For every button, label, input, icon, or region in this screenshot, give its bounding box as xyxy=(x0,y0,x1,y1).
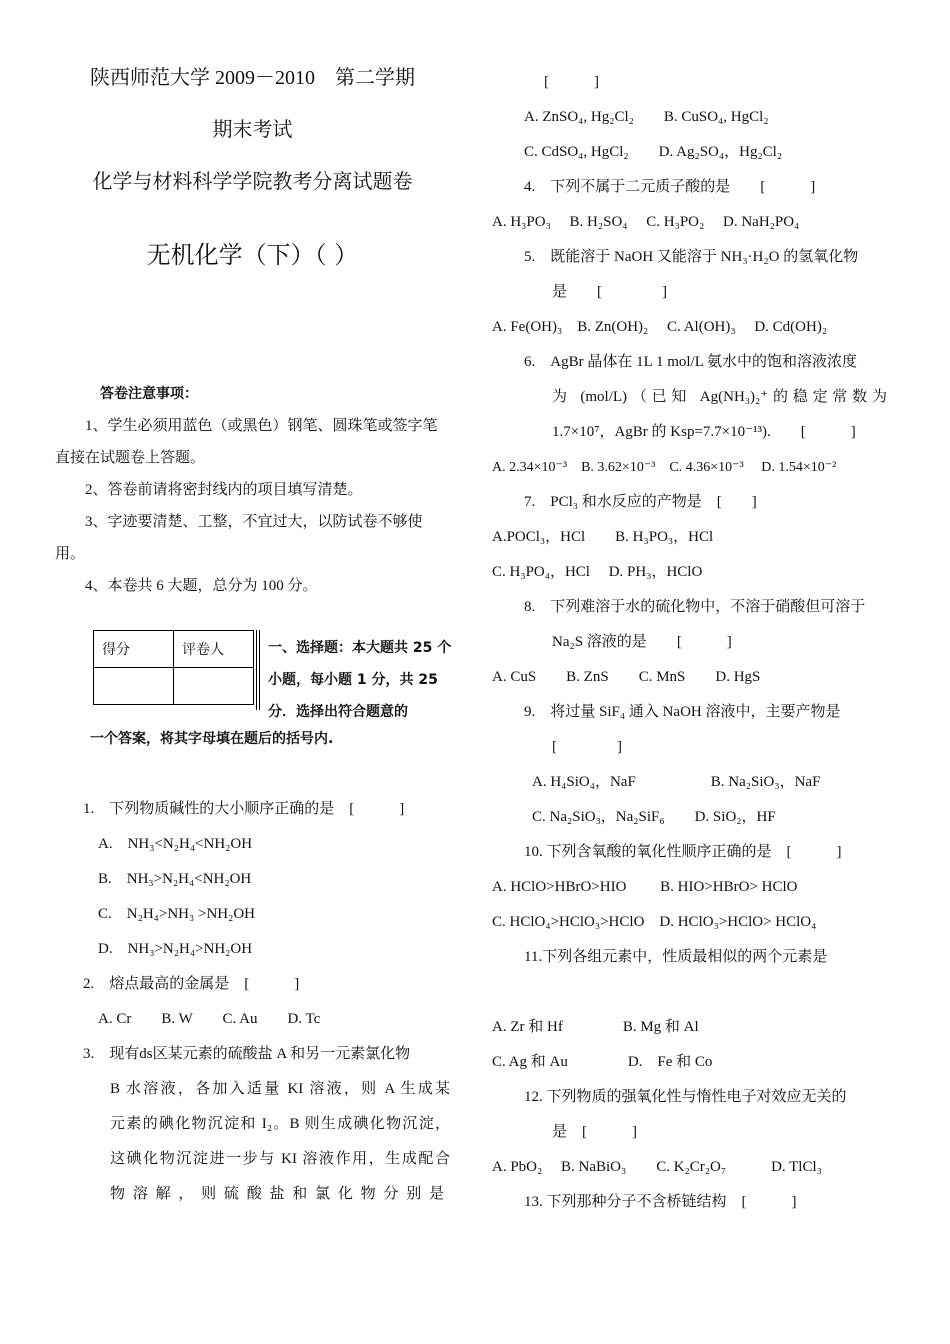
question-7: 7. PCl₃ 和水反应的产物是 [ ] xyxy=(524,494,757,510)
right-column xyxy=(492,65,887,1220)
question-9-options-cd: C. Na₂SiO₃，Na₂SiF₆ D. SiO₂，HF xyxy=(532,809,776,825)
note-4: 4、本卷共 6 大题，总分为 100 分。 xyxy=(85,578,318,594)
grader-cell[interactable] xyxy=(174,668,254,705)
question-1: 1. 下列物质碱性的大小顺序正确的是 [ ] xyxy=(83,801,405,817)
grader-header: 评卷人 xyxy=(174,631,254,668)
question-4-options: A. H₃PO₃ B. H₂SO₄ C. H₃PO₂ D. NaH₂PO₄ xyxy=(492,214,800,230)
question-6-line-3: 1.7×10⁷，AgBr 的 Ksp=7.7×10⁻¹³). [ ] xyxy=(552,424,856,440)
score-table xyxy=(93,630,254,705)
header-college: 化学与材料科学学院教考分离试题卷 xyxy=(92,171,413,193)
question-8-line-2: Na₂S 溶液的是 [ ] xyxy=(552,634,732,650)
question-3-line-5: 物溶解，则硫酸盐和氯化物分别是 xyxy=(110,1186,450,1202)
question-2-options: A. Cr B. W C. Au D. Tc xyxy=(98,1011,321,1027)
question-9-line-2: [ ] xyxy=(552,739,622,755)
question-6-line-1: 6. AgBr 晶体在 1L 1 mol/L 氨水中的饱和溶液浓度 xyxy=(524,354,858,370)
question-3-line-4: 这碘化物沉淀进一步与 KI 溶液作用，生成配合 xyxy=(110,1151,450,1167)
answer-notes xyxy=(55,378,450,602)
header-university: 陕西师范大学 2009－2010 第二学期 xyxy=(90,67,415,89)
subject-title: 无机化学（下）（ ） xyxy=(146,241,359,269)
questions-left xyxy=(55,792,450,1212)
question-1-option-a: A. NH₃<N₂H₄<NH₂OH xyxy=(98,836,253,852)
score-header: 得分 xyxy=(94,631,174,668)
question-8-line-1: 8. 下列难溶于水的硫化物中，不溶于硝酸但可溶于 xyxy=(524,599,866,615)
question-12-options: A. PbO₂ B. NaBiO₃ C. K₂Cr₂O₇ D. TlCl₃ xyxy=(492,1159,822,1175)
question-1-option-c: C. N₂H₄>NH₃ >NH₂OH xyxy=(98,906,256,922)
question-8-options: A. CuS B. ZnS C. MnS D. HgS xyxy=(492,669,761,685)
question-3-bracket: [ ] xyxy=(544,74,599,90)
double-divider xyxy=(256,630,260,710)
question-9-options-ab: A. H₄SiO₄，NaF B. Na₂SiO₃，NaF xyxy=(532,774,821,790)
question-10: 10. 下列含氧酸的氧化性顺序正确的是 [ ] xyxy=(524,844,842,860)
question-7-options-cd: C. H₃PO₄，HCl D. PH₃，HClO xyxy=(492,564,703,580)
question-3-line-1: 3. 现有ds区某元素的硫酸盐 A 和另一元素氯化物 xyxy=(83,1046,411,1062)
header-exam-type: 期末考试 xyxy=(212,119,293,141)
question-11-options-ab: A. Zr 和 Hf B. Mg 和 Al xyxy=(492,1019,699,1035)
question-12-line-2: 是 [ ] xyxy=(552,1124,637,1140)
question-3-line-3: 元素的碘化物沉淀和 I₂。B 则生成碘化物沉淀， xyxy=(110,1116,450,1132)
notes-title: 答卷注意事项： xyxy=(100,386,198,402)
question-3-options-cd: C. CdSO₄, HgCl₂ D. Ag₂SO₄，Hg₂Cl₂ xyxy=(524,144,783,160)
section1-heading-cont: 一个答案，将其字母填在题后的括号内. xyxy=(90,731,334,747)
question-7-options-ab: A.POCl₃，HCl B. H₃PO₃，HCl xyxy=(492,529,714,545)
left-column xyxy=(55,60,450,1212)
question-1-option-d: D. NH₃>N₂H₄>NH₂OH xyxy=(98,941,253,957)
question-11-options-cd: C. Ag 和 Au D. Fe 和 Co xyxy=(492,1054,713,1070)
question-5-line-2: 是 [ ] xyxy=(552,284,667,300)
question-3-options-ab: A. ZnSO₄, Hg₂Cl₂ B. CuSO₄, HgCl₂ xyxy=(524,109,769,125)
note-1: 1、学生必须用蓝色（或黑色）钢笔、圆珠笔或签字笔直接在试题卷上答题。 xyxy=(55,418,438,466)
question-4: 4. 下列不属于二元质子酸的是 [ ] xyxy=(524,179,816,195)
question-3-line-2: B 水溶液，各加入适量 KI 溶液，则 A 生成某 xyxy=(110,1081,450,1097)
question-6-line-2: 为 (mol/L)（已知 Ag(NH₃)₂⁺的稳定常数为 xyxy=(552,389,887,405)
question-5-line-1: 5. 既能溶于 NaOH 又能溶于 NH₃·H₂O 的氢氧化物 xyxy=(524,249,859,265)
question-10-options-ab: A. HClO>HBrO>HIO B. HIO>HBrO> HClO xyxy=(492,879,798,895)
note-3: 3、字迹要清楚、工整，不宜过大，以防试卷不够使用。 xyxy=(55,514,423,562)
question-10-options-cd: C. HClO₄>HClO₃>HClO D. HClO₃>HClO> HClO₄ xyxy=(492,914,817,930)
question-11: 11.下列各组元素中，性质最相似的两个元素是 xyxy=(524,949,828,965)
question-2: 2. 熔点最高的金属是 [ ] xyxy=(83,976,300,992)
question-9-line-1: 9. 将过量 SiF₄ 通入 NaOH 溶液中，主要产物是 xyxy=(524,704,841,720)
question-5-options: A. Fe(OH)₃ B. Zn(OH)₂ C. Al(OH)₃ D. Cd(OH)₂ xyxy=(492,319,828,335)
question-12-line-1: 12. 下列物质的强氧化性与惰性电子对效应无关的 xyxy=(524,1089,847,1105)
question-1-option-b: B. NH₃>N₂H₄<NH₂OH xyxy=(98,871,252,887)
blank-line xyxy=(492,975,887,1010)
note-2: 2、答卷前请将密封线内的项目填写清楚。 xyxy=(85,482,363,498)
section1-heading: 一、选择题：本大题共 25 个小题，每小题 1 分，共 25 分．选择出符合题意的 xyxy=(268,640,452,720)
score-section xyxy=(55,622,450,772)
score-cell[interactable] xyxy=(94,668,174,705)
question-13: 13. 下列那种分子不含桥链结构 [ ] xyxy=(524,1194,797,1210)
question-6-options: A. 2.34×10⁻³ B. 3.62×10⁻³ C. 4.36×10⁻³ D. 1.54×10⁻² xyxy=(492,460,837,475)
